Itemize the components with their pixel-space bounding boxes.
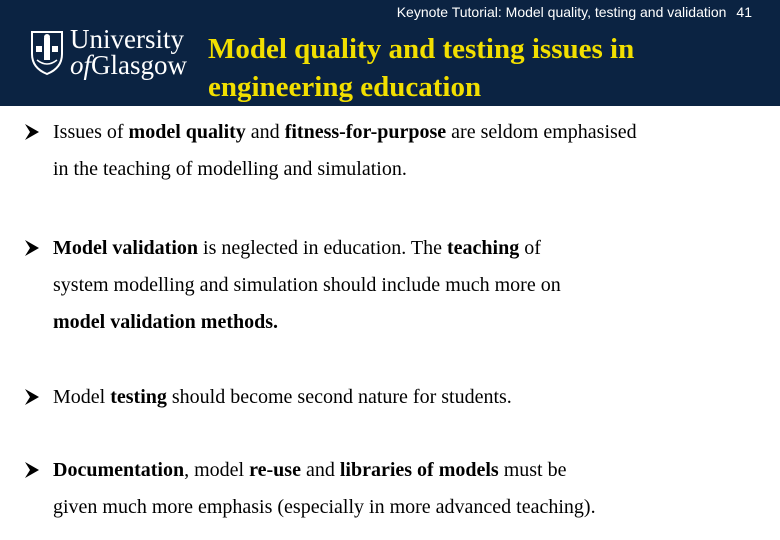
page-number: 41 xyxy=(736,4,752,20)
text: must be xyxy=(498,459,567,481)
bullet-item xyxy=(24,379,769,416)
text: given much more emphasis (especially in more advanced teaching). xyxy=(53,496,596,518)
text: , model xyxy=(184,459,250,481)
logo-word-of: of xyxy=(70,50,92,80)
text: Model xyxy=(53,386,111,408)
logo-word-university: University xyxy=(70,24,184,54)
slide-title xyxy=(208,30,634,106)
text: and xyxy=(300,459,340,481)
bold-text: teaching xyxy=(447,237,520,259)
text: is neglected in education. The xyxy=(198,237,448,259)
bullet-item xyxy=(24,230,769,341)
running-head xyxy=(397,4,752,20)
arrow-bullet-icon xyxy=(24,123,40,141)
bold-text: model validation methods. xyxy=(53,311,279,333)
bullet-item xyxy=(24,114,769,188)
text: and xyxy=(245,121,285,143)
bold-text: model quality xyxy=(128,121,246,143)
bold-text: libraries of models xyxy=(339,459,499,481)
bullet-item xyxy=(24,452,769,526)
bold-text: re-use xyxy=(249,459,301,481)
text: are seldom emphasised xyxy=(446,121,637,143)
bold-text: Model validation xyxy=(53,237,199,259)
bullet-list xyxy=(24,114,769,526)
text: should become second nature for students. xyxy=(166,386,512,408)
text: system modelling and simulation should include much more on xyxy=(53,274,561,296)
logo-word-glasgow xyxy=(70,50,187,81)
title-line-2: engineering education xyxy=(208,71,482,103)
arrow-bullet-icon xyxy=(24,239,40,257)
text: of xyxy=(519,237,541,259)
arrow-bullet-icon xyxy=(24,461,40,479)
text: in the teaching of modelling and simulation. xyxy=(53,158,407,180)
arrow-bullet-icon xyxy=(24,388,40,406)
text: Issues of xyxy=(53,121,129,143)
logo-word-name: Glasgow xyxy=(91,50,188,80)
title-line-1: Model quality and testing issues in xyxy=(208,33,635,65)
university-logo xyxy=(30,26,190,82)
bold-text: testing xyxy=(110,386,167,408)
crest-icon xyxy=(30,28,64,76)
bold-text: Documentation xyxy=(53,459,185,481)
running-title: Keynote Tutorial: Model quality, testing and validation xyxy=(396,4,727,20)
header-bar xyxy=(0,0,780,106)
bold-text: fitness-for-purpose xyxy=(284,121,447,143)
